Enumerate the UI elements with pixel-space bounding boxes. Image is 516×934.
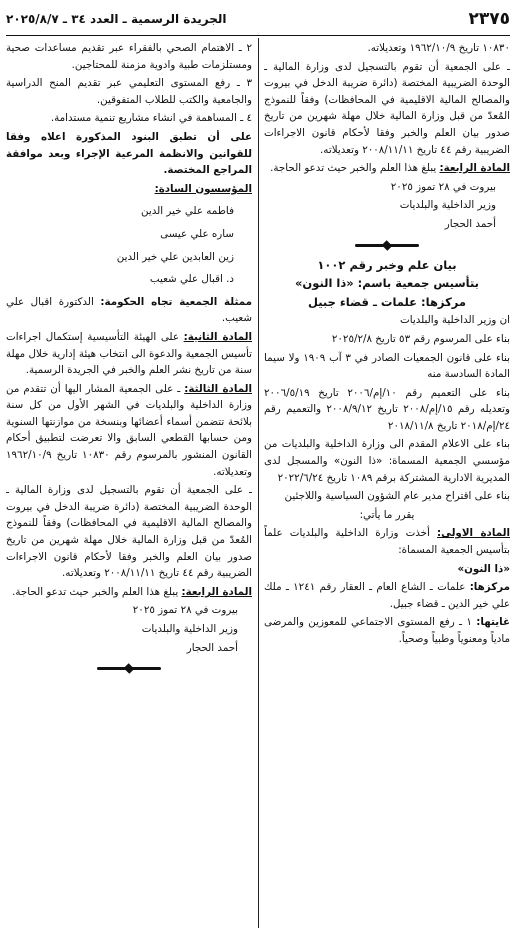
- tax-registration-paragraph: ـ على الجمعية أن تقوم بالتسجيل لدى وزارة المالية ـ الوحدة الضريبية المختصة (دائرة ضريبة الدخل في بيروت والمصالح المالية الاقليمية في المحافظات) وفقاً للنموذج المُعدّ من قبل وزارة المالية خلال مهلة شهرين من تاريخ صدور بيان العلم والخبر وفقا لأحكام قانون الاجراءات الضريبية رقم ٤٤ تاريخ ٢٠٠٨/١١/١١ وتعديلاته.: [264, 60, 510, 156]
- article-label: المادة الثانية:: [183, 330, 252, 343]
- goals-text: ١ ـ رفع المستوى الاجتماعي للمعوزين والمرضى مادياً ومعنوياً وطبياً وصحياً.: [264, 616, 510, 645]
- founder-name: فاطمه علي خير الدين: [141, 205, 234, 218]
- article-text: يبلغ هذا العلم والخبر حيث تدعو الحاجة.: [270, 162, 440, 175]
- founder-name: د. اقبال علي شعيب: [149, 273, 234, 286]
- decides-line: يقرر ما يأتي:: [359, 508, 415, 521]
- signature-name: أحمد الحجار: [186, 641, 238, 654]
- article-text: على الهيئة التأسيسية إستكمال اجراءات تأسيس الجمعية والدعوة الى انتخاب هيئة إدارية خلال مهلة سنة من تاريخ نشر العلم والخبر في الجريدة الرسمية.: [6, 330, 252, 377]
- representative-text: الدكتورة اقبال علي شعيب.: [6, 295, 252, 325]
- preamble-item: بناء على اقتراح مدير عام الشؤون السياسية واللاجئين: [284, 490, 510, 503]
- intro-line: ان وزير الداخلية والبلديات: [400, 314, 510, 327]
- article-two: [6, 329, 252, 379]
- preamble-item: بناء على التعميم رقم ١٠/إم/٢٠٠٦ تاريخ ٢٠٠٦/٥/١٩ وتعديله رقم ١٥/إم/٢٠٠٨ تاريخ ٢٠٠٨/٩/١٢ والتعميم رقم ٢٤/إم/٢٠١٨ تاريخ ٢٠١٨/١١/٨: [264, 386, 510, 432]
- article-four: [6, 584, 252, 601]
- preamble-item: بناء على الاعلام المقدم الى وزارة الداخلية والبلديات من مؤسسي الجمعية المسماة: «ذا النون» والمسجل لدى المديرية الادارية المشتركة برقم ١٠٨٩ تاريخ ٢٠٢٢/٦/٢٤: [264, 438, 510, 484]
- article-one: [264, 525, 510, 558]
- goals-label: غايتها:: [476, 616, 510, 629]
- notice-title: بيان علم وخبر رقم ١٠٠٢: [317, 257, 457, 272]
- article-label: المادة الرابعة:: [439, 162, 510, 175]
- goal-item: ٤ ـ المساهمة في انشاء مشاريع تنمية مستدامة.: [50, 112, 252, 125]
- headquarters-text: علمات ـ الشاع العام ـ العقار رقم ١٢٤١ ـ ملك علي خير الدين ـ قضاء جبيل.: [264, 581, 510, 610]
- association-name: «ذا النون»: [457, 562, 510, 575]
- signature-block: [6, 602, 238, 656]
- founder-name: ساره علي عيسى: [160, 227, 234, 240]
- preamble-item: بناء على قانون الجمعيات الصادر في ٣ آب ١٩٠٩ ولا سيما المادة السادسة منه: [264, 351, 510, 381]
- article-text: يبلغ هذا العلم والخبر حيث تدعو الحاجة.: [12, 585, 182, 598]
- tax-registration-paragraph: ـ على الجمعية أن تقوم بالتسجيل لدى وزارة المالية ـ الوحدة الضريبية المختصة (دائرة ضريبة الدخل في بيروت والمصالح المالية الاقليمية في المحافظات) وفقاً للنموذج المُعدّ من قبل وزارة المالية خلال مهلة شهرين من تاريخ صدور بيان العلم والخبر وفقا لأحكام قانون الاجراءات الضريبية رقم ٤٤ تاريخ ٢٠٠٨/١١/١١ وتعديلاته.: [6, 484, 252, 580]
- representative-label: ممثلة الجمعية تجاه الحكومة:: [100, 295, 252, 308]
- signature-title: وزير الداخلية والبلديات: [399, 199, 496, 212]
- founder-name: زين العابدين علي خير الدين: [116, 250, 234, 263]
- goal-item: ٣ ـ رفع المستوى التعليمي عبر تقديم المنح الدراسية والجامعية والكتب للطلاب المتفوقين.: [6, 77, 252, 106]
- representative: [6, 294, 252, 327]
- gazette-title: الجريدة الرسمية ـ العدد ٣٤ ـ ٢٠٢٥/٨/٧: [6, 12, 227, 26]
- notice-location: مركزها: علمات ـ قضاء جبيل: [307, 294, 467, 309]
- article-three: [6, 381, 252, 481]
- founders-label: المؤسسون السادة:: [154, 182, 252, 195]
- signature-name: أحمد الحجار: [444, 217, 496, 230]
- goals: [264, 614, 510, 647]
- article-four: [264, 160, 510, 177]
- right-column: [264, 40, 510, 930]
- preamble-item: بناء على المرسوم رقم ٥٣ تاريخ ٢٠٢٥/٢/٨: [331, 332, 510, 345]
- signature-block: [264, 179, 496, 233]
- article-text: أخذت وزارة الداخلية والبلديات علماً بتأسيس الجمعية المسماة:: [264, 527, 510, 557]
- article-text: ـ على الجمعية المشار اليها أن تتقدم من وزارة الداخلية والبلديات في الشهر الأول من كل سنة بلائحة تتضمن أسماء أعضائها وبنسخة من موازنتها السنوية ومن حسابها القطعي السابق والا تعرضت لتطبيق أحكام القانون المنشور بالمرسوم رقم ١٠٨٣٠ تاريخ ١٩٦٢/١٠/٩ وتعديلاته.: [6, 382, 252, 478]
- signature-date: بيروت في ٢٨ تموز ٢٠٢٥: [132, 604, 238, 617]
- signature-date: بيروت في ٢٨ تموز ٢٠٢٥: [390, 180, 496, 193]
- section-ornament: [6, 662, 252, 674]
- goal-item: ٢ ـ الاهتمام الصحي بالفقراء عبر تقديم مساعدات صحية ومستلزمات طبية وادوية مزمنة للمحتاجين.: [6, 42, 252, 71]
- page-number: ٢٣٧٥: [468, 9, 510, 29]
- founders-list: [6, 203, 234, 287]
- text-line: ١٠٨٣٠ تاريخ ١٩٦٢/١٠/٩ وتعديلاته.: [367, 42, 510, 54]
- article-label: المادة الرابعة:: [181, 585, 252, 598]
- article-label: المادة الاولى:: [437, 527, 510, 540]
- article-label: المادة الثالثة:: [184, 382, 252, 395]
- column-divider: [258, 38, 259, 928]
- page-header: [6, 6, 510, 36]
- condition-paragraph: على أن تطبق البنود المذكورة اعلاه وفقا للقوانين والانظمة المرعية الإجراء وبعد موافقة المراجع المختصة.: [6, 130, 252, 177]
- left-column: [6, 40, 252, 930]
- headquarters: [264, 579, 510, 612]
- signature-title: وزير الداخلية والبلديات: [141, 623, 238, 635]
- notice-subtitle: بتأسيس جمعية باسم: «ذا النون»: [294, 276, 479, 291]
- section-ornament: [264, 239, 510, 251]
- headquarters-label: مركزها:: [469, 581, 510, 594]
